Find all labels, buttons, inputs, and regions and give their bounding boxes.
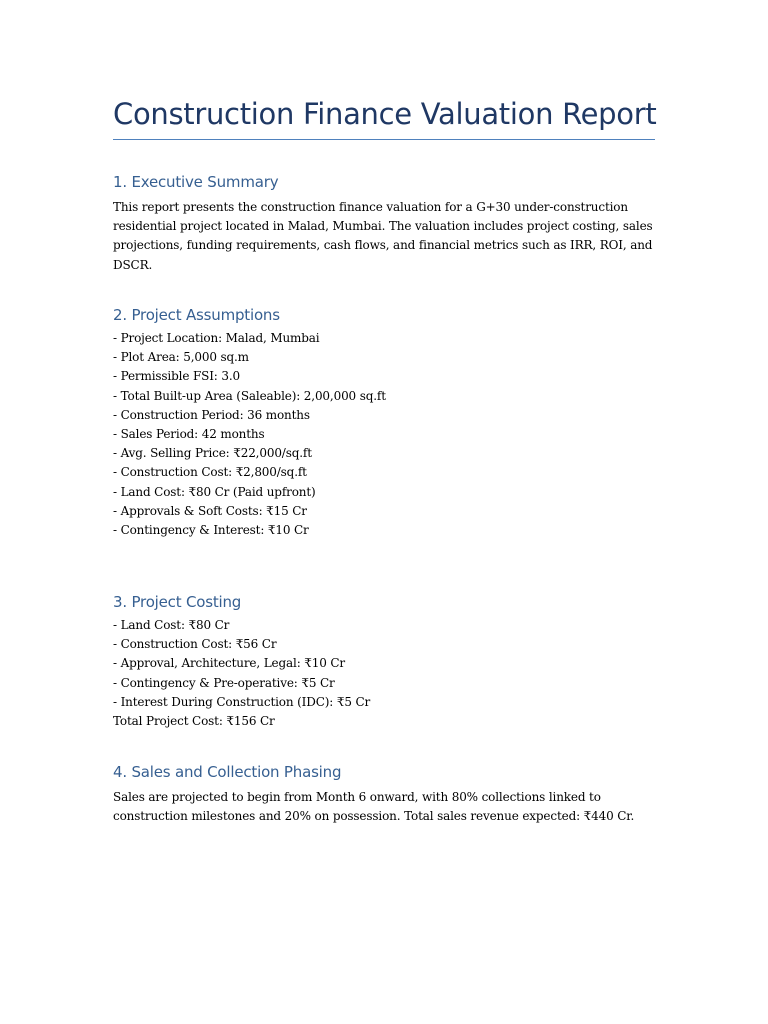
section-heading: 1. Executive Summary xyxy=(113,173,279,191)
assumptions-list xyxy=(113,329,658,540)
project-assumptions-section xyxy=(113,305,658,540)
section-heading: 4. Sales and Collection Phasing xyxy=(113,763,342,781)
assumption-item: - Avg. Selling Price: ₹22,000/sq.ft xyxy=(113,446,312,461)
section-heading: 2. Project Assumptions xyxy=(113,306,280,324)
executive-summary-section xyxy=(113,172,658,275)
total-cost-line: Total Project Cost: ₹156 Cr xyxy=(113,714,275,729)
sales-phasing-section xyxy=(113,762,658,826)
costing-item: - Construction Cost: ₹56 Cr xyxy=(113,637,277,652)
costing-item: - Interest During Construction (IDC): ₹5 Cr xyxy=(113,694,371,709)
title-divider xyxy=(113,139,655,140)
project-costing-section xyxy=(113,592,658,731)
costing-list xyxy=(113,616,658,731)
assumption-item: - Sales Period: 42 months xyxy=(113,427,265,442)
assumption-item: - Contingency & Interest: ₹10 Cr xyxy=(113,523,309,538)
assumption-item: - Plot Area: 5,000 sq.m xyxy=(113,350,249,365)
section-heading: 3. Project Costing xyxy=(113,593,242,611)
section-paragraph: Sales are projected to begin from Month 6 onward, with 80% collections linked to construction milestones and 20% on possession. Total sales revenue expected: ₹440 Cr. xyxy=(113,790,635,824)
assumption-item: - Construction Period: 36 months xyxy=(113,407,310,422)
assumption-item: - Construction Cost: ₹2,800/sq.ft xyxy=(113,465,307,480)
section-paragraph: This report presents the construction finance valuation for a G+30 under-construction residential project located in Malad, Mumbai. The valuation includes project costing, sales projections, funding requirements, cash flows, and financial metrics such as IRR, ROI, and DSCR. xyxy=(113,200,653,272)
assumption-item: - Land Cost: ₹80 Cr (Paid upfront) xyxy=(113,484,316,499)
assumption-item: - Project Location: Malad, Mumbai xyxy=(113,331,320,345)
document-title: Construction Finance Valuation Report xyxy=(113,97,657,131)
costing-item: - Land Cost: ₹80 Cr xyxy=(113,618,230,632)
assumption-item: - Approvals & Soft Costs: ₹15 Cr xyxy=(113,503,307,518)
assumption-item: - Permissible FSI: 3.0 xyxy=(113,369,240,384)
costing-item: - Approval, Architecture, Legal: ₹10 Cr xyxy=(113,656,345,671)
assumption-item: - Total Built-up Area (Saleable): 2,00,000 sq.ft xyxy=(113,388,386,403)
costing-item: - Contingency & Pre-operative: ₹5 Cr xyxy=(113,675,335,690)
